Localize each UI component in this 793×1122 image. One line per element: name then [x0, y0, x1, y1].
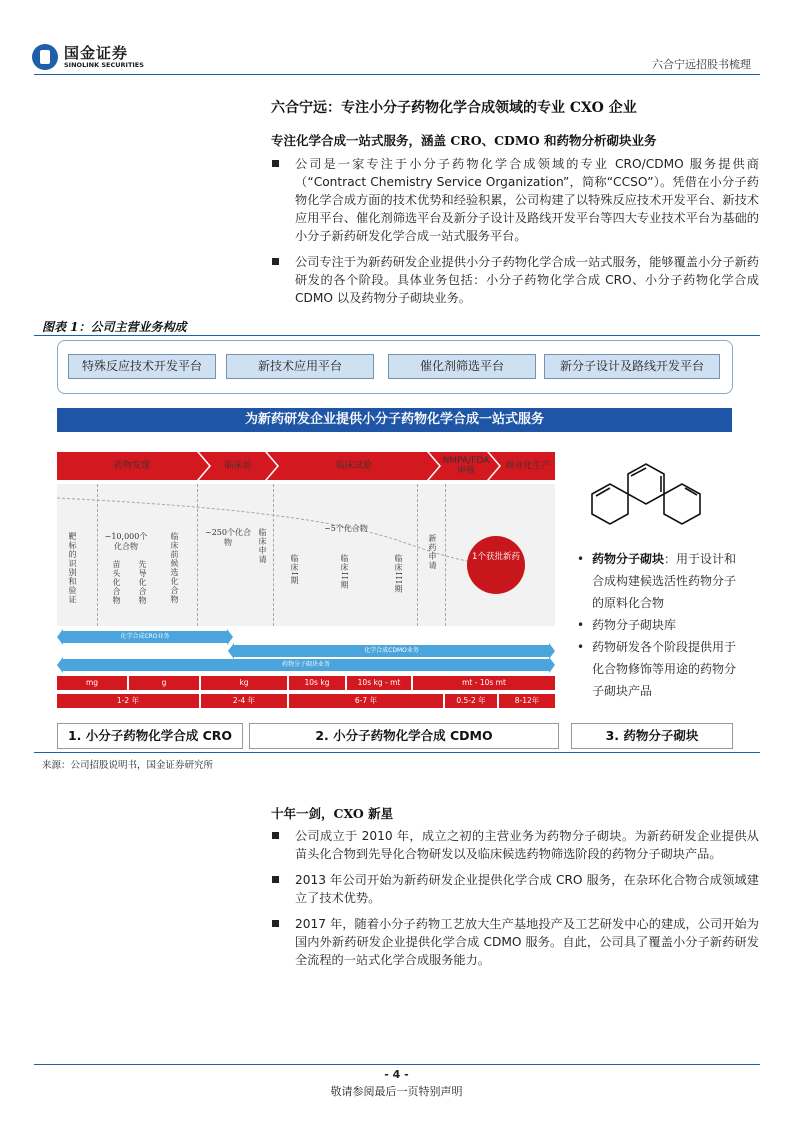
rp-list-item: • 药物分子砌块库	[574, 614, 740, 636]
duration-cell: 0.5-2 年	[445, 694, 497, 708]
phase-nda: 新药申请	[428, 534, 437, 570]
bullet-paragraph: 公司成立于 2010 年，成立之初的主营业务为药物分子砌块。为新药研发企业提供从苗头化合物到先导化合物研发以及临床候选药物筛选阶段的药物分子砌块产品。	[271, 827, 759, 863]
scale-row	[57, 676, 555, 690]
blocks-business-arrow: 药物分子砌块业务	[63, 659, 549, 671]
cro-business-arrow: 化学合成CRO业务	[63, 631, 227, 643]
figure-source: 来源：公司招股说明书，国金证券研究所	[42, 760, 214, 771]
business-label-cdmo: 2. 小分子药物化学合成 CDMO	[249, 723, 559, 749]
compound-count: ~250个化合物	[205, 528, 251, 547]
duration-row	[57, 694, 555, 708]
business-label-cro: 1. 小分子药物化学合成 CRO	[57, 723, 243, 749]
compound-count: ~5个化合物	[324, 524, 368, 533]
bullet-paragraph: 2017 年，随着小分子药物工艺放大生产基地投产及工艺研发中心的建成，公司开始为国内外新药研发企业提供化学合成 CDMO 服务。自此，公司具了覆盖小分子新药研发全流程的一站式化学合成服务能力。	[271, 915, 759, 969]
stage-label: 商业化生产	[505, 460, 551, 471]
section-title: 六合宁远：专注小分子药物化学合成领域的专业 CXO 企业	[271, 100, 637, 116]
phase-ind: 临床申请	[258, 528, 267, 564]
stage-label: NMPA/FDA 审核	[442, 455, 490, 476]
service-banner: 为新药研发企业提供小分子药物化学合成一站式服务	[57, 408, 732, 432]
platform-label: 催化剂筛选平台	[388, 354, 536, 379]
phase-clinical-2: 临床II期	[340, 554, 349, 590]
building-block-panel	[570, 448, 740, 713]
platform-label: 新技术应用平台	[226, 354, 374, 379]
pipeline-phase-area	[57, 484, 555, 626]
duration-cell: 6-7 年	[289, 694, 443, 708]
stage-arrows	[57, 448, 555, 484]
duration-cell: 8-12年	[499, 694, 555, 708]
logo-en: SINOLINK SECURITIES	[64, 61, 144, 69]
section2-subtitle: 十年一剑，CXO 新星	[271, 806, 394, 821]
phase-target: 靶标的识别和验证	[68, 532, 77, 604]
stage-label: 药物发现	[113, 460, 150, 471]
header-divider	[34, 74, 760, 75]
scale-cell: g	[129, 676, 199, 690]
bullet-paragraph: 公司是一家专注于小分子药物化学合成领域的专业 CRO/CDMO 服务提供商（“Contract Chemistry Service Organization”，简称“CCSO”）。凭借在小分子药物化学合成方面的技术优势和经验积累，公司构建了以特殊反应技术开发平台、新技术应用平台、催化剂筛选平台及新分子设计及路线开发平台等四大专业技术平台为基础的小分子新药研发化学合成一站式服务平台。	[271, 155, 759, 245]
molecule-structure-icon	[570, 448, 740, 538]
phase-clinical-3: 临床III期	[394, 554, 403, 594]
cdmo-business-arrow: 化学合成CDMO业务	[234, 645, 549, 657]
platform-group	[57, 340, 733, 394]
building-block-list	[574, 548, 740, 702]
scale-cell: 10s kg	[289, 676, 345, 690]
footer-divider	[34, 1064, 760, 1065]
compound-count: ~10,000个化合物	[104, 532, 148, 551]
logo-icon	[32, 44, 58, 70]
phase-hit: 苗头化合物	[112, 560, 121, 605]
duration-cell: 2-4 年	[201, 694, 287, 708]
figure-title: 图表 1：公司主营业务构成	[42, 320, 187, 334]
section2-bullets	[271, 827, 759, 977]
stage-label: 临床试验	[335, 460, 372, 471]
scale-cell: 10s kg - mt	[347, 676, 411, 690]
disclaimer: 敬请参阅最后一页特别声明	[330, 1085, 463, 1098]
duration-cell: 1-2 年	[57, 694, 199, 708]
company-logo	[32, 44, 144, 70]
stage-label: 临床前	[224, 460, 252, 471]
page-number: - 4 -	[384, 1068, 409, 1081]
phase-lead: 先导化合物	[138, 560, 147, 605]
rp-list-item: • 药物分子砌块：用于设计和合成构建候选活性药物分子的原料化合物	[574, 548, 740, 614]
rp-list-item: • 药物研发各个阶段提供用于化合物修饰等用途的药物分子砌块产品	[574, 636, 740, 702]
page-header	[0, 0, 793, 80]
scale-cell: mg	[57, 676, 127, 690]
approved-drug-badge: 1个获批新药	[467, 536, 525, 594]
bullet-paragraph: 公司专注于为新药研发企业提供小分子药物化学合成一站式服务，能够覆盖小分子新药研发的各个阶段。具体业务包括：小分子药物化学合成 CRO、小分子药物化学合成 CDMO 以及药物分子砌块业务。	[271, 253, 759, 307]
platform-label: 新分子设计及路线开发平台	[544, 354, 720, 379]
bullet-paragraph: 2013 年公司开始为新药研发企业提供化学合成 CRO 服务，在杂环化合物合成领域建立了技术优势。	[271, 871, 759, 907]
scale-cell: kg	[201, 676, 287, 690]
phase-preclinical: 临床前候选化合物	[170, 532, 179, 604]
section1-bullets	[271, 155, 759, 315]
section-subtitle: 专注化学合成一站式服务，涵盖 CRO、CDMO 和药物分析砌块业务	[271, 133, 657, 148]
figure-divider-bottom	[34, 752, 760, 753]
figure-divider-top	[34, 335, 760, 336]
phase-clinical-1: 临床I期	[290, 554, 299, 586]
logo-cn: 国金证券	[64, 44, 129, 62]
platform-label: 特殊反应技术开发平台	[68, 354, 216, 379]
scale-cell: mt - 10s mt	[413, 676, 555, 690]
business-label-blocks: 3. 药物分子砌块	[571, 723, 733, 749]
report-title: 六合宁远招股书梳理	[652, 58, 751, 71]
